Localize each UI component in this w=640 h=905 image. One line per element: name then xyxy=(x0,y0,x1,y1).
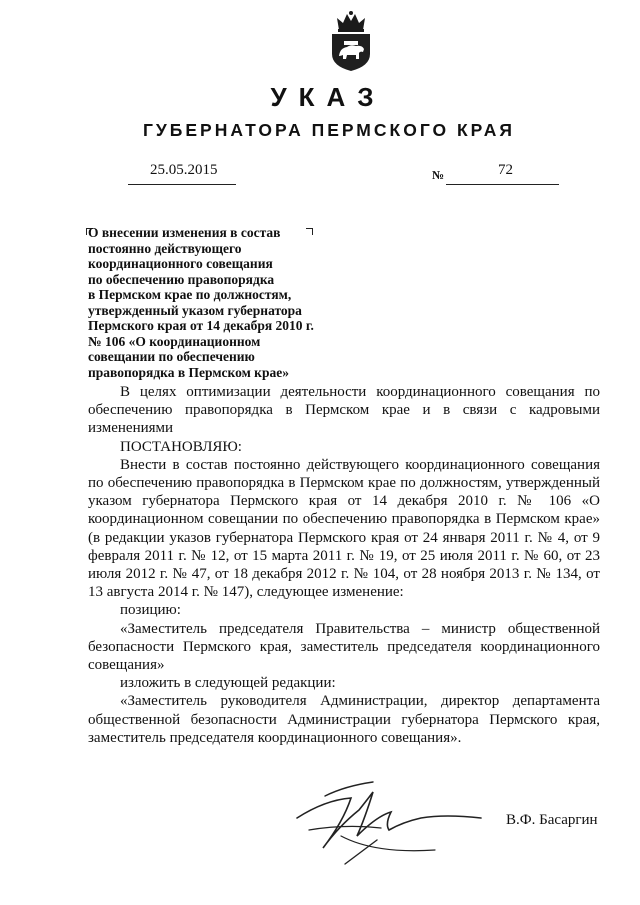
coat-of-arms-icon xyxy=(325,10,377,72)
decree-body xyxy=(88,383,600,747)
date-field xyxy=(128,162,236,185)
subject-line: правопорядка в Пермском крае» xyxy=(88,364,289,380)
number-field xyxy=(446,162,559,185)
resolution-keyword: ПОСТАНОВЛЯЮ: xyxy=(120,438,242,455)
subject-line: совещании по обеспечению xyxy=(88,349,255,364)
date-value: 25.05.2015 xyxy=(150,162,218,178)
preamble-paragraph: В целях оптимизации деятельности координационного совещания по обеспечению правопорядка в Пермском крае и в связи с кадровыми изменениями xyxy=(88,384,600,437)
amendment-paragraph: Внести в состав постоянно действующего координационного совещания по обеспечению правопорядка в Пермском крае по должностям, утвержденный указом губернатора Пермского края от 14 декабря 2010 г. № 106 «О координационном совещании по обеспечению правопорядка в Пермском крае» (в редакции указов губернатора Пермского края от 24 января 2011 г. № 4, от 9 февраля 2011 г. № 12, от 15 марта 2011 г. № 19, от 25 июля 2011 г. № 60, от 23 июля 2012 г. № 47, от 18 декабря 2012 г. № 104, от 28 ноября 2013 г. № 134, от 13 августа 2014 г. № 147), следующее изменение: xyxy=(88,456,600,601)
number-value: 72 xyxy=(498,162,513,178)
subject-line: в Пермском крае по должностям, xyxy=(88,287,292,302)
position-label: позицию: xyxy=(120,602,181,619)
subject-line: Пермского края от 14 декабря 2010 г. xyxy=(88,318,314,333)
document-issuer-heading: ГУБЕРНАТОРА ПЕРМСКОГО КРАЯ xyxy=(142,120,516,140)
subject-line: О внесении изменения в состав xyxy=(88,225,281,240)
old-position-text: «Заместитель председателя Правительства – министр общественной безопасности Пермского края, заместитель председателя координационного совещания» xyxy=(88,620,600,674)
new-wording-label: изложить в следующей редакции: xyxy=(120,675,336,692)
subject-line: координационного совещания xyxy=(88,256,273,271)
decree-subject xyxy=(88,225,368,380)
number-sign: № xyxy=(432,168,445,182)
subject-line: утвержденный указом губернатора xyxy=(88,302,302,318)
new-position-text: «Заместитель руководителя Администрации, директор департамента общественной безопасности Администрации губернатора Пермского края, заместитель председателя координационного совещания». xyxy=(88,693,600,746)
handwritten-signature xyxy=(285,778,485,878)
subject-line: постоянно действующего xyxy=(88,240,242,256)
signer-name: В.Ф. Басаргин xyxy=(506,812,598,828)
subject-line: № 106 «О координационном xyxy=(88,333,261,349)
subject-line: по обеспечению правопорядка xyxy=(88,271,275,287)
document-type-heading: УКАЗ xyxy=(270,82,386,112)
